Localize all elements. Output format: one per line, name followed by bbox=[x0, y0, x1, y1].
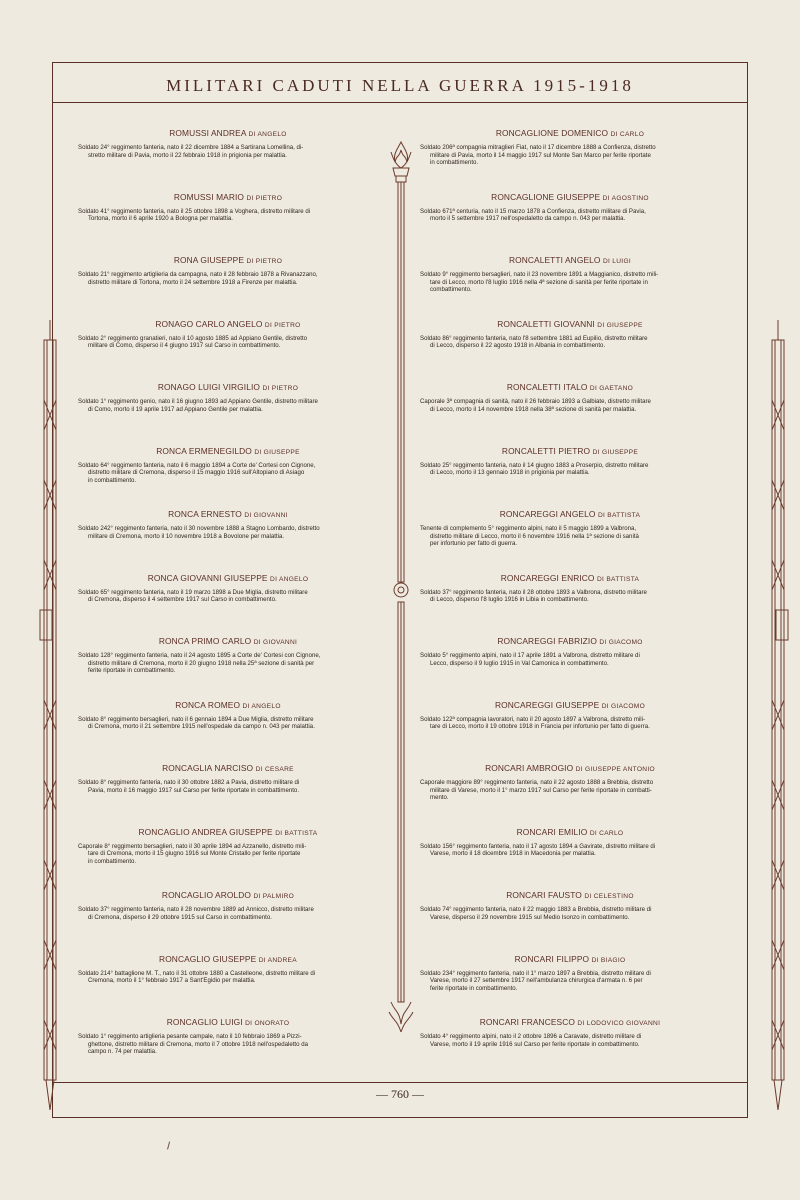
record-name bbox=[78, 509, 378, 519]
record-description bbox=[78, 906, 378, 921]
record-name bbox=[78, 382, 378, 392]
record-description bbox=[420, 208, 720, 223]
record-surname: RONCA GIOVANNI GIUSEPPE bbox=[147, 572, 268, 583]
record-entry bbox=[78, 128, 378, 192]
record-surname: RONCAREGGI FABRIZIO bbox=[497, 636, 597, 646]
record-description-line: di Cremona, disperso il 29 ottobre 1915 sul Carso in combattimento. bbox=[88, 913, 272, 921]
record-parent: DI CARLO bbox=[589, 829, 624, 837]
record-description-line: in combattimento. bbox=[430, 159, 479, 167]
record-name bbox=[420, 890, 720, 900]
record-parent: DI GIUSEPPE bbox=[592, 448, 639, 456]
record-description bbox=[78, 970, 378, 985]
record-description-line: Soldato 234° reggimento fanteria, nato il 1° marzo 1897 a Brebbia, distretto militare di bbox=[420, 969, 651, 977]
record-description-line: Soldato 2° reggimento granatieri, nato il 10 agosto 1885 ad Appiano Gentile, distretto bbox=[78, 334, 308, 342]
record-description bbox=[78, 779, 378, 794]
record-surname: RONAGO CARLO ANGELO bbox=[155, 318, 263, 329]
record-entry bbox=[78, 446, 378, 510]
record-parent: DI PIETRO bbox=[246, 258, 283, 265]
record-description-line: Soldato 4° reggimento alpini, nato il 2 ottobre 1896 a Caravate, distretto militare di bbox=[420, 1033, 642, 1040]
record-surname: RONCA PRIMO CARLO bbox=[158, 636, 252, 646]
record-description-line: Soldato 1° reggimento genio, nato il 16 giugno 1893 ad Appiano Gentile, distretto militare bbox=[78, 398, 318, 405]
record-surname: ROMUSSI ANDREA bbox=[169, 128, 247, 138]
record-parent: DI BATTISTA bbox=[597, 575, 640, 583]
record-surname: RONCAGLIO AROLDO bbox=[161, 890, 252, 900]
record-description-line: stretto militare di Pavia, morto il 22 febbraio 1918 in prigionia per malattia. bbox=[88, 151, 287, 159]
record-surname: RONCALETTI GIOVANNI bbox=[497, 318, 595, 329]
record-parent: DI PIETRO bbox=[264, 321, 301, 329]
record-description-line: Soldato 5° reggimento alpini, nato il 17 aprile 1891 a Valbrona, distretto militare di bbox=[420, 652, 640, 659]
record-entry bbox=[78, 509, 378, 573]
record-surname: RONCALETTI ANGELO bbox=[508, 255, 601, 265]
record-entry bbox=[78, 827, 378, 891]
record-description-line: Soldato 128° reggimento fanteria, nato il 24 agosto 1895 a Corte de' Cortesi con Cignone, bbox=[78, 652, 321, 659]
record-entry bbox=[420, 700, 720, 764]
record-description bbox=[78, 843, 378, 866]
record-description bbox=[420, 906, 720, 921]
record-description-line: Soldato 21° reggimento artiglieria da campagna, nato il 28 febbraio 1878 a Rivanazzano, bbox=[78, 271, 318, 278]
record-surname: RONCAREGGI ENRICO bbox=[500, 572, 595, 583]
record-description-line: ferite riportate in combattimento. bbox=[430, 984, 518, 992]
record-description-line: Tortona, morto il 6 aprile 1920 a Bologna per malattia. bbox=[88, 215, 233, 223]
record-description-line: Soldato 64° reggimento fanteria, nato il 6 maggio 1894 a Corte de' Cortesi con Cignone, bbox=[78, 461, 316, 469]
record-entry bbox=[78, 763, 378, 827]
footer-rule bbox=[52, 1082, 748, 1083]
record-name bbox=[420, 763, 720, 773]
record-name bbox=[78, 890, 378, 900]
record-entry bbox=[78, 382, 378, 446]
record-description-line: distretto militare di Cremona, morto il 20 giugno 1918 nella 25ª sezione di sanità per bbox=[88, 659, 315, 667]
record-name bbox=[78, 636, 378, 646]
record-entry bbox=[78, 954, 378, 1018]
record-description bbox=[420, 970, 720, 993]
record-description-line: di Lecco, morto il 13 gennaio 1918 in prigionia per malattia. bbox=[430, 469, 590, 477]
record-entry bbox=[420, 1017, 720, 1081]
record-entry bbox=[420, 509, 720, 573]
record-description-line: in combattimento. bbox=[88, 476, 137, 484]
record-entry bbox=[78, 636, 378, 700]
record-parent: DI GIUSEPPE ANTONIO bbox=[575, 766, 655, 773]
record-description-line: tare di Lecco, morto l'8 luglio 1916 nella 4ª sezione di sanità per ferite riportate in bbox=[430, 278, 648, 286]
record-surname: RONCA ERMENEGILDO bbox=[156, 445, 252, 456]
record-description-line: di Lecco, disperso l'8 luglio 1916 in Libia in combattimento. bbox=[430, 596, 589, 604]
record-parent: DI GIOVANNI bbox=[253, 639, 298, 646]
record-entry bbox=[78, 192, 378, 256]
record-entry bbox=[78, 1017, 378, 1081]
record-surname: RONAGO LUIGI VIRGILIO bbox=[157, 382, 261, 392]
record-parent: DI BATTISTA bbox=[275, 829, 318, 837]
record-description-line: Varese, morto il 18 dicembre 1918 in Macedonia per malattia. bbox=[430, 850, 596, 858]
record-description-line: Soldato 122ª compagnia lavoratori, nato il 20 agosto 1897 a Valbrona, distretto mili- bbox=[420, 715, 646, 723]
record-name bbox=[420, 255, 720, 265]
left-column bbox=[78, 128, 378, 1081]
record-description-line: Lecco, disperso il 9 luglio 1915 in Val Camonica in combattimento. bbox=[430, 659, 609, 667]
record-description-line: di Como, morto il 19 aprile 1917 ad Appiano Gentile per malattia. bbox=[88, 405, 263, 413]
record-description-line: Soldato 41° reggimento fanteria, nato il 25 ottobre 1898 a Voghera, distretto militare di bbox=[78, 207, 311, 215]
record-parent: DI LUIGI bbox=[602, 258, 632, 265]
record-description-line: Varese, morto il 27 settembre 1917 nell'ambulanza chirurgica d'armata n. 6 per bbox=[430, 977, 643, 985]
record-description-line: per infortunio per fatto di guerra. bbox=[430, 540, 518, 548]
record-surname: RONCAGLIO LUIGI bbox=[166, 1017, 243, 1027]
record-name bbox=[78, 192, 378, 202]
record-name bbox=[420, 319, 720, 329]
record-description-line: Soldato 8° reggimento fanteria, nato il 30 ottobre 1882 a Pavia, distretto militare di bbox=[78, 779, 300, 786]
record-description bbox=[78, 398, 378, 413]
record-surname: RONCARI FRANCESCO bbox=[479, 1017, 575, 1027]
record-name bbox=[78, 700, 378, 710]
record-parent: DI AGOSTINO bbox=[602, 194, 649, 202]
record-name bbox=[78, 763, 378, 773]
record-name bbox=[420, 382, 720, 392]
record-entry bbox=[78, 700, 378, 764]
record-parent: DI CARLO bbox=[610, 131, 645, 138]
record-name bbox=[78, 128, 378, 138]
record-surname: RONCAGLIO ANDREA GIUSEPPE bbox=[138, 826, 273, 837]
record-entry bbox=[420, 573, 720, 637]
record-description bbox=[78, 525, 378, 540]
record-parent: DI LODOVICO GIOVANNI bbox=[577, 1020, 661, 1027]
record-description-line: Soldato 1° reggimento artiglieria pesante campale, nato il 10 febbraio 1869 a Pizzi- bbox=[78, 1033, 302, 1040]
record-surname: RONCA ROMEO bbox=[175, 699, 241, 710]
record-description-line: di Cremona, disperso il 4 settembre 1917 sul Carso in combattimento. bbox=[88, 596, 277, 604]
record-parent: DI GIUSEPPE bbox=[254, 448, 300, 456]
record-description-line: mento. bbox=[430, 794, 449, 802]
record-name bbox=[420, 1017, 720, 1027]
record-name bbox=[420, 636, 720, 646]
record-description-line: ghettone, distretto militare di Cremona, morto il 7 ottobre 1918 nell'ospedaletto da bbox=[88, 1040, 308, 1048]
record-description-line: Tenente di complemento 5° reggimento alpini, nato il 5 maggio 1899 a Valbrona, bbox=[420, 525, 637, 532]
record-description-line: militare di Varese, morto il 1° marzo 1917 sul Carso per ferite riportate in combatti- bbox=[430, 786, 652, 794]
record-entry bbox=[420, 827, 720, 891]
record-description-line: Soldato 86° reggimento fanteria, nato l'8 settembre 1881 ad Eupilio, distretto militare bbox=[420, 334, 648, 342]
record-description-line: Soldato 242° reggimento fanteria, nato il 30 novembre 1888 a Stagno Lombardo, distretto bbox=[78, 525, 320, 532]
record-description-line: Soldato 9° reggimento bersaglieri, nato il 23 novembre 1891 a Maggianico, distretto mili- bbox=[420, 271, 659, 278]
record-description bbox=[78, 716, 378, 731]
record-description-line: Soldato 25° reggimento fanteria, nato il 14 giugno 1883 a Proserpio, distretto militare bbox=[420, 461, 649, 469]
record-description-line: Soldato 65° reggimento fanteria, nato il 19 marzo 1898 a Due Miglia, distretto militare bbox=[78, 588, 308, 596]
record-parent: DI BIAGIO bbox=[591, 956, 626, 964]
record-description-line: Soldato 24° reggimento fanteria, nato il 22 dicembre 1884 a Sartirana Lomellina, di- bbox=[78, 144, 304, 151]
record-parent: DI ANGELO bbox=[248, 131, 287, 138]
record-name bbox=[78, 446, 378, 456]
record-description-line: militare di Como, disperso il 4 giugno 1917 sul Carso in combattimento. bbox=[88, 342, 281, 350]
record-description-line: militare di Pavia, morto il 14 maggio 1917 sul Monte San Marco per ferite riportate bbox=[430, 151, 651, 159]
record-description-line: Soldato 37° reggimento fanteria, nato il 28 novembre 1889 ad Annicco, distretto militare bbox=[78, 906, 314, 913]
record-description bbox=[420, 271, 720, 294]
record-description-line: Soldato 214° battaglione M. T., nato il 31 ottobre 1880 a Castelleone, distretto militare di bbox=[78, 969, 316, 977]
record-description-line: distretto militare di Lecco, morto il 6 novembre 1916 nella 1ª sezione di sanità bbox=[430, 532, 639, 540]
record-description bbox=[78, 144, 378, 159]
record-parent: DI BATTISTA bbox=[597, 512, 641, 519]
record-description-line: di Lecco, morto il 14 novembre 1918 nella 38ª sezione di sanità per malattia. bbox=[430, 405, 637, 413]
record-surname: RONCARI FAUSTO bbox=[506, 890, 582, 900]
record-surname: RONCAGLIA NARCISO bbox=[162, 763, 254, 773]
record-entry bbox=[420, 954, 720, 1018]
record-description-line: Caporale maggiore 89° reggimento fanteria, nato il 22 agosto 1888 a Brebbia, distretto bbox=[420, 779, 654, 786]
record-parent: DI ANDREA bbox=[258, 956, 297, 964]
record-name bbox=[420, 954, 720, 964]
page-number: — 760 — bbox=[376, 1087, 424, 1101]
record-description-line: Soldato 156° reggimento fanteria, nato il 17 agosto 1894 a Gavirate, distretto militare di bbox=[420, 842, 656, 850]
record-description bbox=[420, 398, 720, 413]
left-fasces-ornament-icon bbox=[36, 320, 64, 1110]
record-description bbox=[420, 525, 720, 548]
right-fasces-ornament-icon bbox=[764, 320, 792, 1110]
record-name bbox=[78, 319, 378, 329]
record-entry bbox=[420, 636, 720, 700]
record-description bbox=[420, 335, 720, 350]
record-entry bbox=[420, 192, 720, 256]
record-entry bbox=[420, 319, 720, 383]
record-description-line: Soldato 671ª centuria, nato il 15 marzo 1878 a Confienza, distretto militare di Pavia, bbox=[420, 207, 646, 215]
record-surname: RONCAREGGI GIUSEPPE bbox=[494, 699, 600, 710]
record-description bbox=[420, 652, 720, 667]
record-name bbox=[78, 1017, 378, 1027]
record-parent: DI GAETANO bbox=[589, 385, 634, 392]
record-surname: RONCAGLIO GIUSEPPE bbox=[159, 953, 257, 964]
record-surname: RONCARI AMBROGIO bbox=[485, 763, 574, 773]
record-surname: ROMUSSI MARIO bbox=[173, 191, 245, 202]
record-description-line: di Cremona, morto il 21 settembre 1915 nell'ospedale da campo n. 043 per malattia. bbox=[88, 723, 315, 731]
record-description bbox=[420, 1033, 720, 1048]
record-description-line: militare di Cremona, morto il 10 novembre 1918 a Bovolone per malattia. bbox=[88, 532, 285, 540]
record-entry bbox=[78, 890, 378, 954]
record-name bbox=[420, 192, 720, 202]
record-description-line: in combattimento. bbox=[88, 857, 137, 865]
record-description bbox=[420, 843, 720, 858]
record-name bbox=[78, 827, 378, 837]
record-description-line: ferite riportate in combattimento. bbox=[88, 667, 176, 675]
record-description bbox=[420, 589, 720, 604]
record-description bbox=[420, 462, 720, 477]
record-parent: DI PIETRO bbox=[246, 194, 283, 202]
record-description-line: di Lecco, disperso il 22 agosto 1918 in Albania in combattimento. bbox=[430, 342, 606, 350]
record-description-line: Caporale 3ª compagnia di sanità, nato il 26 febbraio 1893 a Galbiate, distretto militare bbox=[420, 398, 651, 405]
record-entry bbox=[420, 446, 720, 510]
record-surname: RONCALETTI ITALO bbox=[506, 382, 588, 392]
record-name bbox=[78, 573, 378, 583]
record-entry bbox=[420, 382, 720, 446]
record-surname: RONCAGLIONE GIUSEPPE bbox=[491, 191, 601, 202]
record-description bbox=[420, 779, 720, 802]
record-description-line: distretto militare di Tortona, morto il 24 settembre 1918 a Firenze per malattia. bbox=[88, 278, 298, 286]
record-description-line: Soldato 8° reggimento bersaglieri, nato il 6 gennaio 1894 a Due Miglia, distretto militare bbox=[78, 715, 314, 723]
record-description-line: Caporale 8° reggimento bersaglieri, nato il 30 aprile 1894 ad Azzanello, distretto mili- bbox=[78, 842, 307, 850]
record-parent: DI CESARE bbox=[255, 766, 294, 773]
record-parent: DI ANGELO bbox=[270, 575, 309, 583]
record-description-line: campo n. 74 per malattia. bbox=[88, 1048, 157, 1056]
record-description-line: Varese, disperso il 29 novembre 1915 sul Medio Isonzo in combattimento. bbox=[430, 913, 630, 921]
right-column bbox=[420, 128, 720, 1081]
record-surname: RONCALETTI PIETRO bbox=[501, 445, 591, 456]
record-entry bbox=[420, 255, 720, 319]
record-parent: DI PIETRO bbox=[262, 385, 299, 392]
page-title: MILITARI CADUTI NELLA GUERRA 1915-1918 bbox=[166, 76, 634, 95]
record-parent: DI ANGELO bbox=[242, 702, 281, 710]
record-parent: DI ONORATO bbox=[245, 1020, 290, 1027]
record-entry bbox=[78, 319, 378, 383]
record-surname: RONCA ERNESTO bbox=[168, 509, 242, 519]
record-surname: RONCAREGGI ANGELO bbox=[499, 509, 596, 519]
record-parent: DI GIACOMO bbox=[601, 702, 645, 710]
record-entry bbox=[78, 255, 378, 319]
record-name bbox=[78, 255, 378, 265]
record-description bbox=[78, 462, 378, 485]
record-description-line: tare di Lecco, morto il 19 ottobre 1918 in Francia per infortunio per fatto di guerra. bbox=[430, 723, 650, 731]
record-entry bbox=[78, 573, 378, 637]
record-description-line: distretto militare di Cremona, disperso il 15 maggio 1916 sull'Altopiano di Asiago bbox=[88, 469, 305, 477]
record-name bbox=[420, 446, 720, 456]
record-name bbox=[420, 573, 720, 583]
record-parent: DI GIUSEPPE bbox=[597, 321, 643, 329]
torch-ornament-icon bbox=[387, 140, 415, 1040]
record-description bbox=[78, 652, 378, 675]
record-surname: RONA GIUSEPPE bbox=[173, 255, 245, 265]
record-parent: DI PALMIRO bbox=[253, 893, 295, 900]
record-surname: RONCARI FILIPPO bbox=[514, 953, 590, 964]
record-description bbox=[420, 144, 720, 167]
record-description-line: combattimento. bbox=[430, 286, 472, 294]
record-parent: DI CELESTINO bbox=[584, 893, 634, 900]
record-surname: RONCARI EMILIO bbox=[516, 826, 588, 837]
record-description bbox=[78, 1033, 378, 1056]
record-description bbox=[420, 716, 720, 731]
record-description-line: Pavia, morto il 16 maggio 1917 sul Carso per ferite riportate in combattimento. bbox=[88, 786, 300, 794]
record-description-line: Soldato 74° reggimento fanteria, nato il 22 maggio 1883 a Brebbia, distretto militare di bbox=[420, 906, 652, 913]
record-description-line: tare di Cremona, morto il 15 giugno 1916 sul Monte Cristallo per ferite riportate bbox=[88, 850, 301, 858]
record-name bbox=[78, 954, 378, 964]
record-parent: DI GIOVANNI bbox=[244, 512, 288, 519]
record-description bbox=[78, 271, 378, 286]
record-name bbox=[420, 128, 720, 138]
record-surname: RONCAGLIONE DOMENICO bbox=[495, 128, 609, 138]
record-parent: DI GIACOMO bbox=[599, 639, 643, 646]
record-name bbox=[420, 700, 720, 710]
record-description-line: Soldato 37° reggimento fanteria, nato il 28 ottobre 1893 a Valbrona, distretto militare bbox=[420, 588, 647, 596]
record-description-line: Cremona, morto il 1° febbraio 1917 a Sant'Egidio per malattia. bbox=[88, 977, 256, 985]
record-description bbox=[78, 589, 378, 604]
record-entry bbox=[420, 763, 720, 827]
record-name bbox=[420, 509, 720, 519]
record-description bbox=[78, 335, 378, 350]
record-description-line: Varese, morto il 19 aprile 1916 sul Carso per ferite riportate in combattimento. bbox=[430, 1040, 640, 1048]
header-rule bbox=[52, 102, 748, 103]
stray-pen-mark bbox=[167, 1141, 174, 1150]
record-entry bbox=[420, 128, 720, 192]
record-description-line: morto il 5 settembre 1917 nell'ospedaletto da campo n. 043 per malattia. bbox=[430, 215, 626, 223]
record-name bbox=[420, 827, 720, 837]
record-description bbox=[78, 208, 378, 223]
record-entry bbox=[420, 890, 720, 954]
record-description-line: Soldato 206ª compagnia mitraglieri Fiat, nato il 17 dicembre 1888 a Confienza, distretto bbox=[420, 144, 656, 151]
